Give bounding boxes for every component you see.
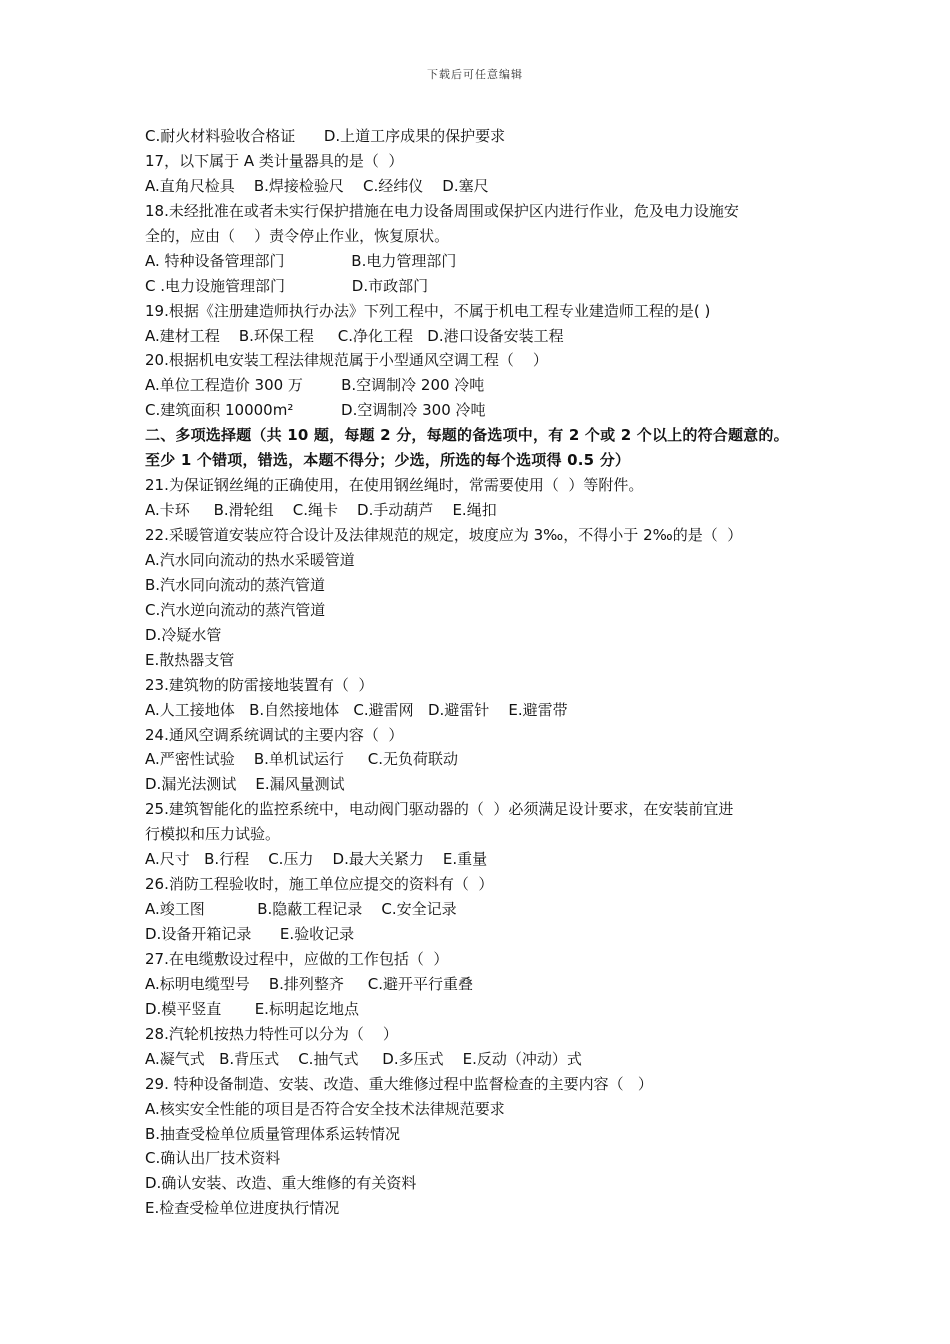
text-line: 17，以下属于 A 类计量器具的是（ ） bbox=[145, 151, 404, 170]
text-line: A.尺寸 B.行程 C.压力 D.最大关紧力 E.重量 bbox=[145, 850, 488, 869]
text-line: 21.为保证钢丝绳的正确使用，在使用钢丝绳时，常需要使用（ ）等附件。 bbox=[145, 476, 644, 495]
text-line: A.建材工程 B.环保工程 C.净化工程 D.港口设备安装工程 bbox=[145, 326, 564, 345]
text-line: 27.在电缆敷设过程中，应做的工作包括（ ） bbox=[145, 949, 449, 968]
text-line: D.模平竖直 E.标明起讫地点 bbox=[145, 999, 359, 1018]
text-line: 24.通风空调系统调试的主要内容（ ） bbox=[145, 725, 404, 744]
page-header: 下载后可任意编辑 bbox=[427, 68, 523, 81]
text-line: 19.根据《注册建造师执行办法》下列工程中，不属于机电工程专业建造师工程的是( ) bbox=[145, 301, 711, 320]
section-heading-line: 至少 1 个错项，错选，本题不得分；少选，所选的每个选项得 0.5 分） bbox=[145, 451, 631, 470]
text-line: C.建筑面积 10000m² D.空调制冷 300 冷吨 bbox=[145, 401, 486, 420]
text-line: 25.建筑智能化的监控系统中，电动阀门驱动器的（ ）必须满足设计要求，在安装前宜进 bbox=[145, 800, 734, 819]
text-line: B.抽查受检单位质量管理体系运转情况 bbox=[145, 1124, 401, 1143]
text-line: 29. 特种设备制造、安装、改造、重大维修过程中监督检查的主要内容（ ） bbox=[145, 1074, 653, 1093]
text-line: C .电力设施管理部门 D.市政部门 bbox=[145, 276, 429, 295]
text-line: D.设备开箱记录 E.验收记录 bbox=[145, 925, 355, 943]
text-line: E.散热器支管 bbox=[145, 650, 235, 669]
text-line: A.严密性试验 B.单机试运行 C.无负荷联动 bbox=[145, 750, 458, 769]
section-heading-line: 二、多项选择题（共 10 题，每题 2 分，每题的备选项中，有 2 个或 2 个以上的符合题意的。 bbox=[145, 426, 789, 445]
text-line: 行模拟和压力试验。 bbox=[145, 825, 281, 844]
text-line: E.检查受检单位进度执行情况 bbox=[145, 1199, 340, 1218]
text-line: D.冷疑水管 bbox=[145, 625, 222, 644]
text-line: 20.根据机电安装工程法律规范属于小型通风空调工程（ ） bbox=[145, 351, 548, 370]
text-line: 26.消防工程验收时，施工单位应提交的资料有（ ） bbox=[145, 875, 494, 894]
text-line: A.汽水同向流动的热水采暖管道 bbox=[145, 550, 355, 569]
text-line: 23.建筑物的防雷接地装置有（ ） bbox=[145, 675, 374, 694]
text-line: A.核实安全性能的项目是否符合安全技术法律规范要求 bbox=[145, 1099, 505, 1118]
text-line: A.卡环 B.滑轮组 C.绳卡 D.手动葫芦 E.绳扣 bbox=[145, 501, 497, 520]
text-line: D.确认安装、改造、重大维修的有关资料 bbox=[145, 1174, 417, 1193]
text-line: A.直角尺检具 B.焊接检验尺 C.经纬仪 D.塞尺 bbox=[145, 176, 489, 195]
text-line: 全的，应由（ ）责令停止作业，恢复原状。 bbox=[145, 226, 450, 245]
text-line: A.单位工程造价 300 万 B.空调制冷 200 冷吨 bbox=[145, 376, 485, 395]
text-line: C.确认出厂技术资料 bbox=[145, 1149, 281, 1168]
text-line: D.漏光法测试 E.漏风量测试 bbox=[145, 775, 345, 794]
text-line: 22.采暖管道安装应符合设计及法律规范的规定，坡度应为 3‰，不得小于 2‰的是（ ） bbox=[145, 526, 743, 544]
text-line: C.耐火材料验收合格证 D.上道工序成果的保护要求 bbox=[145, 127, 506, 145]
text-line: A.人工接地体 B.自然接地体 C.避雷网 D.避雷针 E.避雷带 bbox=[145, 700, 568, 719]
document-body bbox=[145, 124, 835, 1221]
text-line: C.汽水逆向流动的蒸汽管道 bbox=[145, 600, 326, 619]
text-line: A.标明电缆型号 B.排列整齐 C.避开平行重叠 bbox=[145, 974, 473, 993]
text-line: A. 特种设备管理部门 B.电力管理部门 bbox=[145, 251, 457, 270]
text-line: 18.未经批准在或者未实行保护措施在电力设备周围或保护区内进行作业，危及电力设施安 bbox=[145, 201, 739, 220]
text-line: 28.汽轮机按热力特性可以分为（ ） bbox=[145, 1024, 398, 1043]
text-line: B.汽水同向流动的蒸汽管道 bbox=[145, 575, 326, 594]
text-line: A.竣工图 B.隐蔽工程记录 C.安全记录 bbox=[145, 900, 457, 919]
text-line: A.凝气式 B.背压式 C.抽气式 D.多压式 E.反动（冲动）式 bbox=[145, 1049, 582, 1068]
